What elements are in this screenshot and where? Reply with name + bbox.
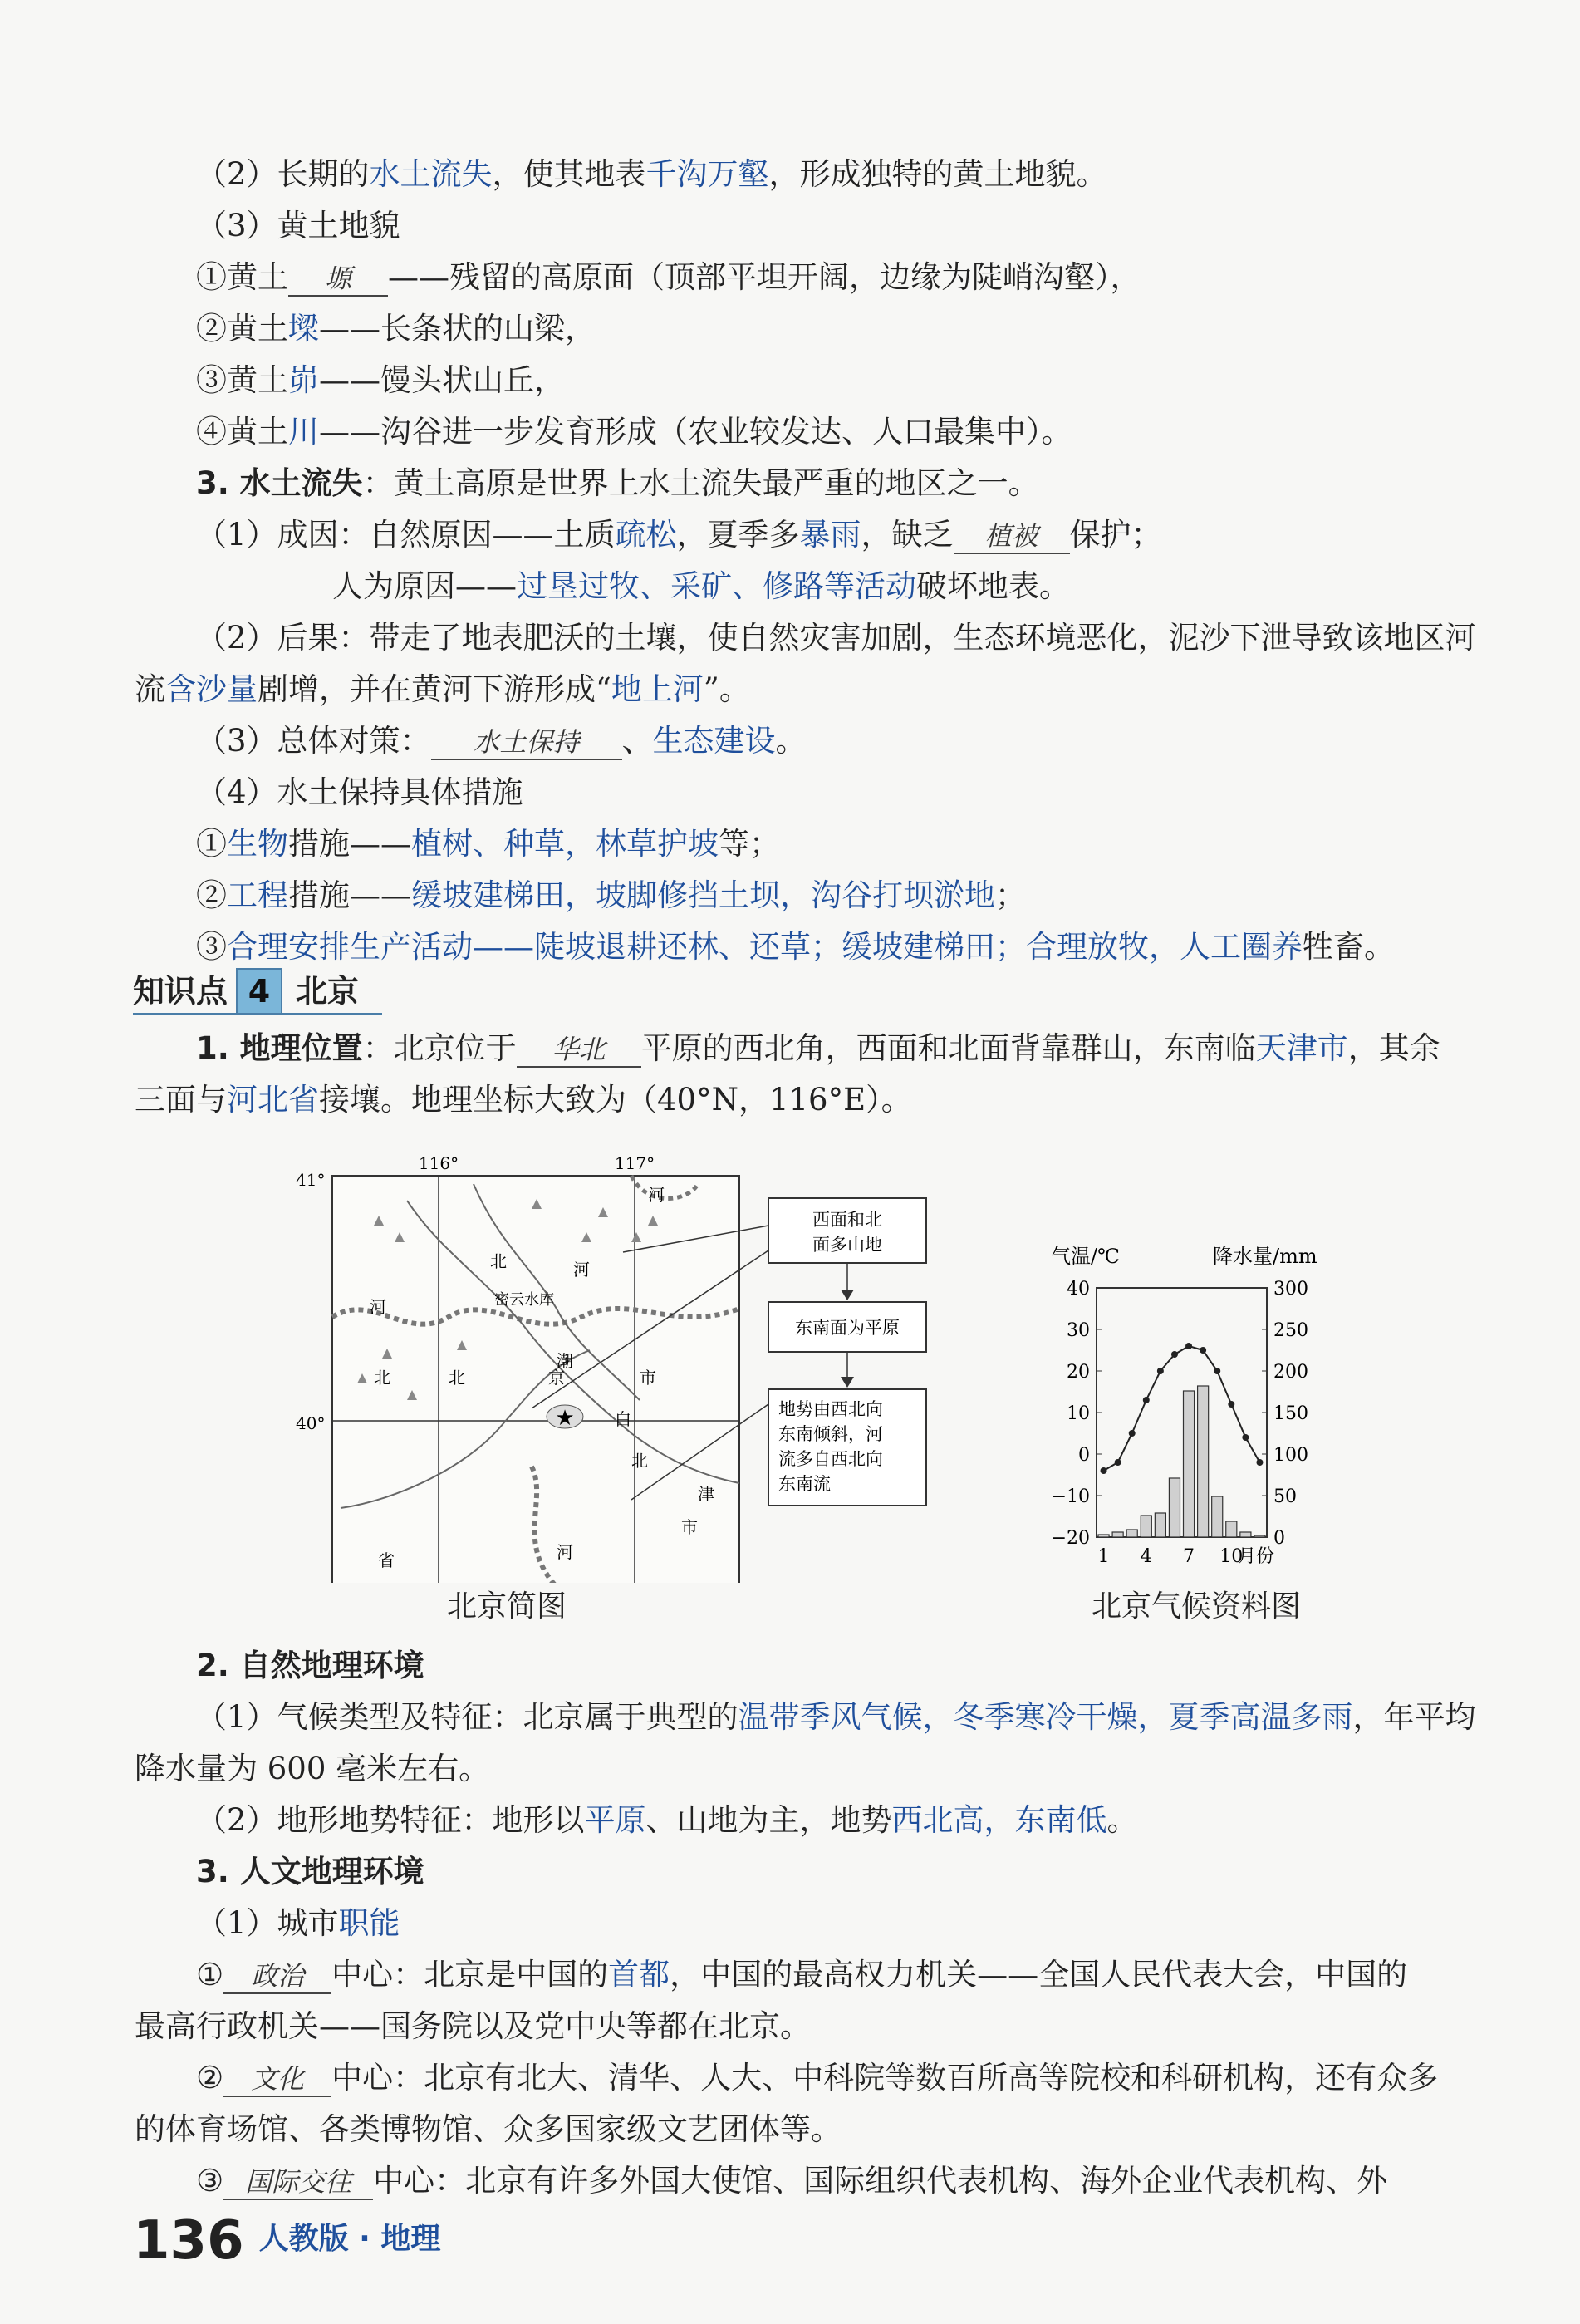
map-label: 河 xyxy=(370,1297,386,1317)
temperature-point xyxy=(1171,1351,1178,1358)
temp-tick-label: 0 xyxy=(1078,1445,1090,1466)
temp-tick-label: 30 xyxy=(1067,1320,1090,1341)
temperature-point xyxy=(1157,1368,1164,1374)
lon-label-116: 116° xyxy=(418,1153,459,1173)
lat-label-41: 41° xyxy=(296,1170,326,1190)
line-measures: （4）水土保持具体措施 xyxy=(196,774,523,810)
map-label: 市 xyxy=(640,1368,656,1388)
line-causes-human: 人为原因——过垦过牧、采矿、修路等活动破坏地表。 xyxy=(332,568,1070,604)
map-label: 北 xyxy=(490,1251,507,1271)
precip-bar xyxy=(1112,1532,1123,1537)
temperature-point xyxy=(1228,1401,1234,1408)
line-cultural-center-2: 的体育场馆、各类博物馆、众多国家级文艺团体等。 xyxy=(135,2111,842,2147)
precip-tick-label: 0 xyxy=(1273,1528,1285,1549)
line-loess-liang: ②黄土墚——长条状的山梁， xyxy=(196,311,596,346)
handwritten-answer: 政治 xyxy=(223,1959,331,1994)
temperature-point xyxy=(1242,1434,1249,1441)
x-axis-ticks xyxy=(1098,1546,1244,1567)
temp-tick-label: 40 xyxy=(1067,1279,1090,1300)
precip-tick-label: 150 xyxy=(1273,1403,1308,1424)
map-label: 省 xyxy=(378,1550,395,1570)
map-label: 京 xyxy=(548,1368,565,1388)
heading-human-env: 3. 人文地理环境 xyxy=(196,1854,424,1889)
map-label: 潮 xyxy=(557,1351,573,1371)
handwritten-answer: 文化 xyxy=(223,2062,331,2097)
map-caption: 北京简图 xyxy=(446,1589,567,1624)
line-political-center-2: 最高行政机关——国务院以及党中央等都在北京。 xyxy=(135,2008,811,2044)
handwritten-answer: 塬 xyxy=(288,262,388,297)
svg-text:东南面为平原: 东南面为平原 xyxy=(795,1318,900,1338)
temp-tick-label: −20 xyxy=(1051,1528,1090,1549)
line-climate: （1）气候类型及特征：北京属于典型的温带季风气候，冬季寒冷干燥，夏季高温多雨，年平均 xyxy=(196,1699,1476,1735)
precip-tick-label: 50 xyxy=(1273,1486,1297,1507)
temperature-point xyxy=(1129,1430,1136,1437)
precip-bar xyxy=(1212,1496,1223,1537)
month-tick-label: 1 xyxy=(1097,1546,1110,1567)
svg-text:流多自西北向: 流多自西北向 xyxy=(778,1449,883,1469)
line-political-center: ① 政治 中心：北京是中国的首都，中国的最高权力机关——全国人民代表大会，中国的 xyxy=(196,1957,1408,1992)
map-label: 北 xyxy=(374,1368,390,1388)
precip-bar xyxy=(1226,1521,1237,1537)
handwritten-answer: 植被 xyxy=(954,519,1070,554)
precip-bar xyxy=(1240,1532,1251,1537)
heading-soil-erosion: 3. 水土流失：黄土高原是世界上水土流失最严重的地区之一。 xyxy=(196,465,1039,501)
temp-tick-label: −10 xyxy=(1051,1486,1090,1507)
y-right-label: 降水量/mm xyxy=(1213,1245,1317,1268)
book-title: 人教版 · 地理 xyxy=(258,2222,441,2256)
precip-bar xyxy=(1126,1530,1137,1537)
map-label: 北 xyxy=(631,1451,648,1471)
line-consequences: （2）后果：带走了地表肥沃的土壤，使自然灾害加剧，生态环境恶化，泥沙下泄导致该地区河 xyxy=(196,620,1476,656)
precip-tick-label: 200 xyxy=(1273,1362,1308,1383)
temperature-point xyxy=(1101,1467,1107,1474)
line-consequences-2: 流含沙量剧增，并在黄河下游形成“地上河”。 xyxy=(135,671,750,707)
line-city-function: （1）城市职能 xyxy=(196,1905,400,1941)
right-axis-ticks xyxy=(1262,1279,1308,1549)
temperature-point xyxy=(1185,1343,1192,1349)
chart-caption: 北京气候资料图 xyxy=(1091,1589,1301,1624)
line-cultural-center: ② 文化 中心：北京有北大、清华、人大、中科院等数百所高等院校和科研机构，还有众多 xyxy=(196,2060,1439,2096)
line-terrain: （2）地形地势特征：地形以平原、山地为主，地势西北高，东南低。 xyxy=(196,1802,1138,1838)
line-loess-yuan: ①黄土 塬 ——残留的高原面（顶部平坦开阔，边缘为陡峭沟壑）， xyxy=(196,259,1141,295)
precip-tick-label: 100 xyxy=(1273,1445,1308,1466)
map-label: 河 xyxy=(573,1260,590,1280)
precip-tick-label: 250 xyxy=(1273,1320,1308,1341)
precip-bar xyxy=(1169,1478,1180,1537)
line-climate-2: 降水量为 600 毫米左右。 xyxy=(135,1751,490,1786)
precip-bar xyxy=(1198,1386,1209,1537)
map-label-reservoir: 密云水库 xyxy=(494,1291,554,1309)
temperature-point xyxy=(1256,1459,1263,1466)
capital-star: ★ xyxy=(555,1406,575,1431)
handwritten-answer: 国际交往 xyxy=(223,2165,373,2200)
y-left-label: 气温/℃ xyxy=(1051,1245,1120,1268)
knowledge-point-header: 知识点 4 北京 xyxy=(133,966,1487,1016)
lat-label-40: 40° xyxy=(296,1413,326,1433)
temperature-line xyxy=(1104,1346,1260,1471)
month-tick-label: 7 xyxy=(1183,1546,1195,1567)
handwritten-answer: 水土保持 xyxy=(431,725,622,760)
line-overall-strategy: （3）总体对策： 水土保持 、生态建设。 xyxy=(196,723,807,759)
temperature-point xyxy=(1143,1397,1150,1403)
heading-physical-env: 2. 自然地理环境 xyxy=(196,1648,424,1683)
map-label: 河 xyxy=(557,1542,573,1562)
left-axis-ticks xyxy=(1052,1279,1102,1549)
line-loess-mao: ③黄土峁——馒头状山丘， xyxy=(196,362,565,398)
temp-tick-label: 20 xyxy=(1067,1362,1090,1383)
svg-text:面多山地: 面多山地 xyxy=(812,1235,882,1255)
header-rule xyxy=(133,1013,382,1015)
precip-bar xyxy=(1254,1535,1265,1537)
temp-tick-label: 10 xyxy=(1067,1403,1090,1424)
temperature-point xyxy=(1200,1347,1206,1354)
precip-bar xyxy=(1141,1516,1151,1537)
line-loess-chuan: ④黄土川——沟谷进一步发育形成（农业较发达、人口最集中）。 xyxy=(196,414,1072,450)
x-axis-label: 月份 xyxy=(1238,1546,1275,1567)
precip-tick-label: 300 xyxy=(1273,1279,1308,1300)
line-location-2: 三面与河北省接壤。地理坐标大致为（40°N，116°E）。 xyxy=(135,1082,912,1118)
page-number: 136 xyxy=(133,2210,244,2272)
line-location: 1. 地理位置：北京位于 华北 平原的西北角，西面和北面背靠群山，东南临天津市，其余 xyxy=(196,1030,1440,1066)
svg-text:地势由西北向: 地势由西北向 xyxy=(778,1399,883,1419)
month-tick-label: 10 xyxy=(1219,1546,1244,1567)
precip-bar xyxy=(1184,1391,1195,1537)
map-label: 河 xyxy=(648,1185,665,1205)
precip-bar xyxy=(1098,1535,1109,1537)
line-causes-natural: （1）成因：自然原因——土质疏松，夏季多暴雨，缺乏 植被 保护； xyxy=(196,517,1162,553)
beijing-map xyxy=(282,1151,930,1583)
plot-frame xyxy=(1097,1288,1267,1537)
page-footer xyxy=(133,2210,440,2272)
svg-text:东南倾斜，河: 东南倾斜，河 xyxy=(778,1424,883,1444)
knowledge-point-number: 4 xyxy=(236,968,282,1015)
line-loess-landforms: （3）黄土地貌 xyxy=(196,208,400,243)
precip-bars xyxy=(1098,1386,1265,1537)
map-label: 津 xyxy=(698,1484,714,1504)
svg-text:西面和北: 西面和北 xyxy=(812,1210,882,1230)
temperature-points xyxy=(1101,1343,1264,1474)
month-tick-label: 4 xyxy=(1140,1546,1152,1567)
line-erosion-landform: （2）长期的水土流失，使其地表千沟万壑，形成独特的黄土地貌。 xyxy=(196,156,1107,192)
line-measure-prod: ③合理安排生产活动——陡坡退耕还林、还草；缓坡建梯田；合理放牧，人工圈养牲畜。 xyxy=(196,929,1395,965)
lon-label-117: 117° xyxy=(614,1153,655,1173)
line-measure-bio: ①生物措施——植树、种草，林草护坡等； xyxy=(196,826,780,862)
line-measure-eng: ②工程措施——缓坡建梯田，坡脚修挡土坝，沟谷打坝淤地； xyxy=(196,877,1026,913)
map-label: 市 xyxy=(681,1517,698,1537)
handwritten-answer: 华北 xyxy=(517,1033,641,1068)
climate-chart xyxy=(1038,1242,1354,1583)
map-label: 白 xyxy=(615,1409,631,1429)
precip-bar xyxy=(1155,1513,1165,1537)
temperature-point xyxy=(1115,1459,1121,1466)
svg-text:东南流: 东南流 xyxy=(778,1474,831,1494)
map-label: 北 xyxy=(449,1368,465,1388)
temperature-point xyxy=(1214,1368,1220,1374)
line-intl-center: ③ 国际交往 中心：北京有许多外国大使馆、国际组织代表机构、海外企业代表机构、外 xyxy=(196,2163,1388,2199)
